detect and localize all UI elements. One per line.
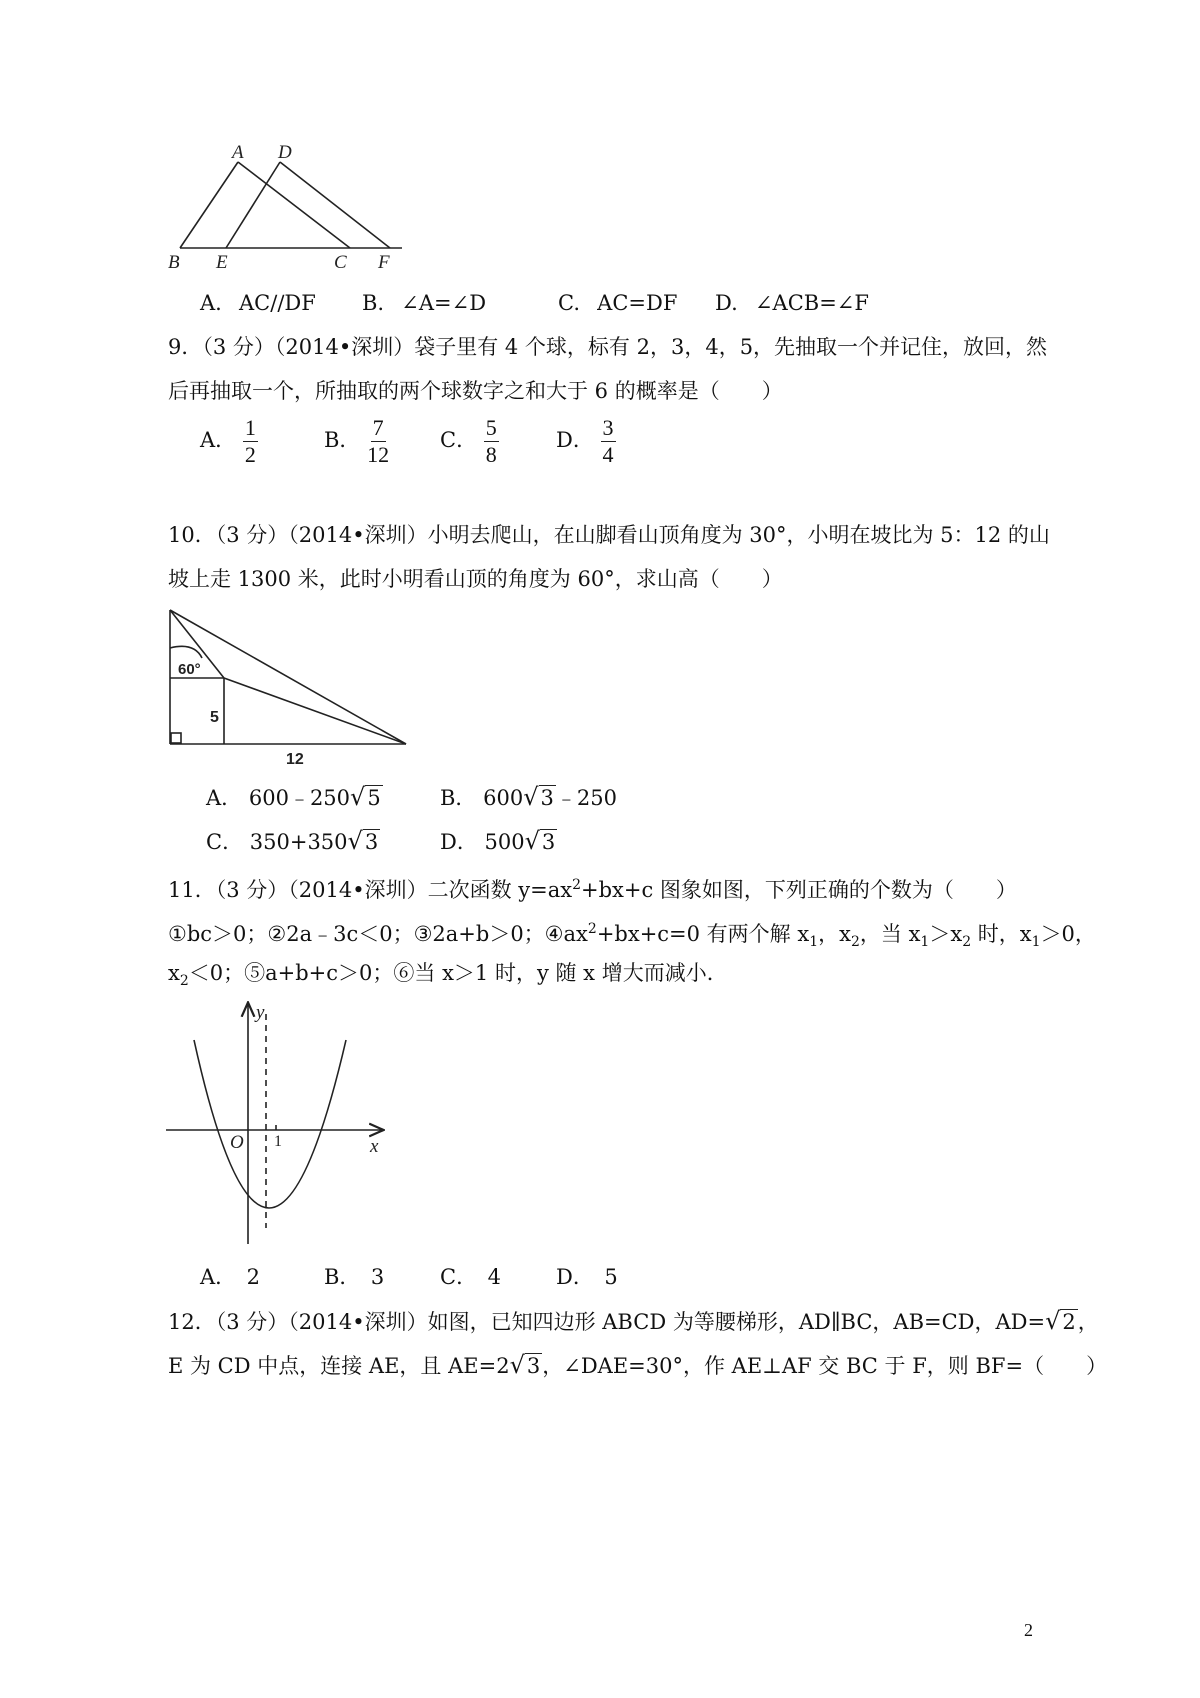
q9-text-line2: 后再抽取一个，所抽取的两个球数字之和大于 6 的概率是（ ） [168, 379, 783, 403]
label-d: D [278, 142, 292, 163]
q10-option-c: C． 350+350√3 [206, 827, 379, 855]
q10-angle-label: 60° [178, 661, 201, 678]
q10-text-line1: 10．（3 分）（2014•深圳）小明去爬山，在山脚看山顶角度为 30°，小明在坡比为 5：12 的山 [168, 523, 1050, 547]
q11-option-a: A． 2 [200, 1265, 261, 1289]
q9-option-d-fraction: $\frac{3}{4}$ [602, 415, 614, 467]
q11-tick-one-label: 1 [274, 1133, 282, 1150]
q10-vertical-label: 5 [210, 709, 219, 726]
q9-option-b-fraction: $\frac{7}{12}$ [367, 415, 390, 467]
q11-x-axis-label: x [370, 1136, 379, 1157]
q8-option-c: C. AC=DF [558, 291, 678, 315]
q9-option-d [556, 416, 616, 467]
q10-mountain-figure [166, 604, 416, 772]
q9-option-d-letter: D． [556, 428, 594, 452]
q11-option-b: B． 3 [324, 1265, 385, 1289]
label-b: B [168, 252, 180, 273]
q11-y-axis-label: y [256, 1002, 265, 1023]
label-c: C [334, 252, 347, 273]
q12-text-line2: E 为 CD 中点，连接 AE，且 AE=2√3，∠DAE=30°，作 AE⊥AF 交 BC 于 F，则 BF=（ ） [168, 1351, 1108, 1379]
q10-option-b: B． 600√3﹣250 [440, 783, 617, 811]
q10-option-a: A． 600﹣250√5 [206, 783, 381, 811]
q8-option-b: B. ∠A=∠D [362, 291, 487, 315]
q11-text-line3: $x_2<0$；⑤a+b+c＞0；⑥当 x＞1 时，y 随 x 增大而减小． [168, 961, 728, 990]
q11-origin-label: O [230, 1132, 244, 1153]
label-a: A [232, 142, 244, 163]
q11-option-c: C． 4 [440, 1265, 501, 1289]
q11-option-d: D． 5 [556, 1265, 618, 1289]
q9-option-a-letter: A． [200, 428, 237, 452]
q8-option-a: A. AC∕∕DF [200, 291, 316, 315]
q9-option-a-fraction: $\frac{1}{2}$ [244, 415, 256, 467]
q12-text-line1: 12．（3 分）（2014•深圳）如图，已知四边形 ABCD 为等腰梯形，AD∥BC，AB=CD，AD=√2， [168, 1307, 1099, 1335]
q8-triangles-figure [168, 140, 428, 280]
q10-option-d: D． 500√3 [440, 827, 556, 855]
label-f: F [378, 252, 390, 273]
label-e: E [216, 252, 228, 273]
q9-option-c-letter: C． [440, 428, 478, 452]
q9-option-a [200, 416, 258, 467]
q9-option-b [324, 416, 389, 467]
q10-text-line2: 坡上走 1300 米，此时小明看山顶的角度为 60°，求山高（ ） [168, 567, 783, 591]
q11-text-line2: ①bc＞0；②2a﹣3c＜0；③2a+b＞0；$④ax^2+bx+c=0$ 有两个解 $x_1$，$x_2$，当 $x_1>x_2$ 时，$x_1>0$， [168, 921, 1096, 951]
q9-text-line1: 9．（3 分）（2014•深圳）袋子里有 4 个球，标有 2，3，4，5，先抽取一个并记住，放回，然 [168, 335, 1048, 359]
q9-option-b-letter: B． [324, 428, 361, 452]
q8-option-d: D. ∠ACB=∠F [715, 291, 869, 315]
page-number: 2 [1024, 1620, 1033, 1640]
q10-horizontal-label: 12 [286, 751, 304, 768]
q11-parabola-figure [166, 998, 396, 1248]
q9-option-c [440, 416, 499, 467]
q9-option-c-fraction: $\frac{5}{8}$ [485, 415, 497, 467]
q11-text-line1: 11．（3 分）（2014•深圳）二次函数 $y=ax^2+bx+c$ 图象如图，下列正确的个数为（ ） [168, 877, 1017, 902]
